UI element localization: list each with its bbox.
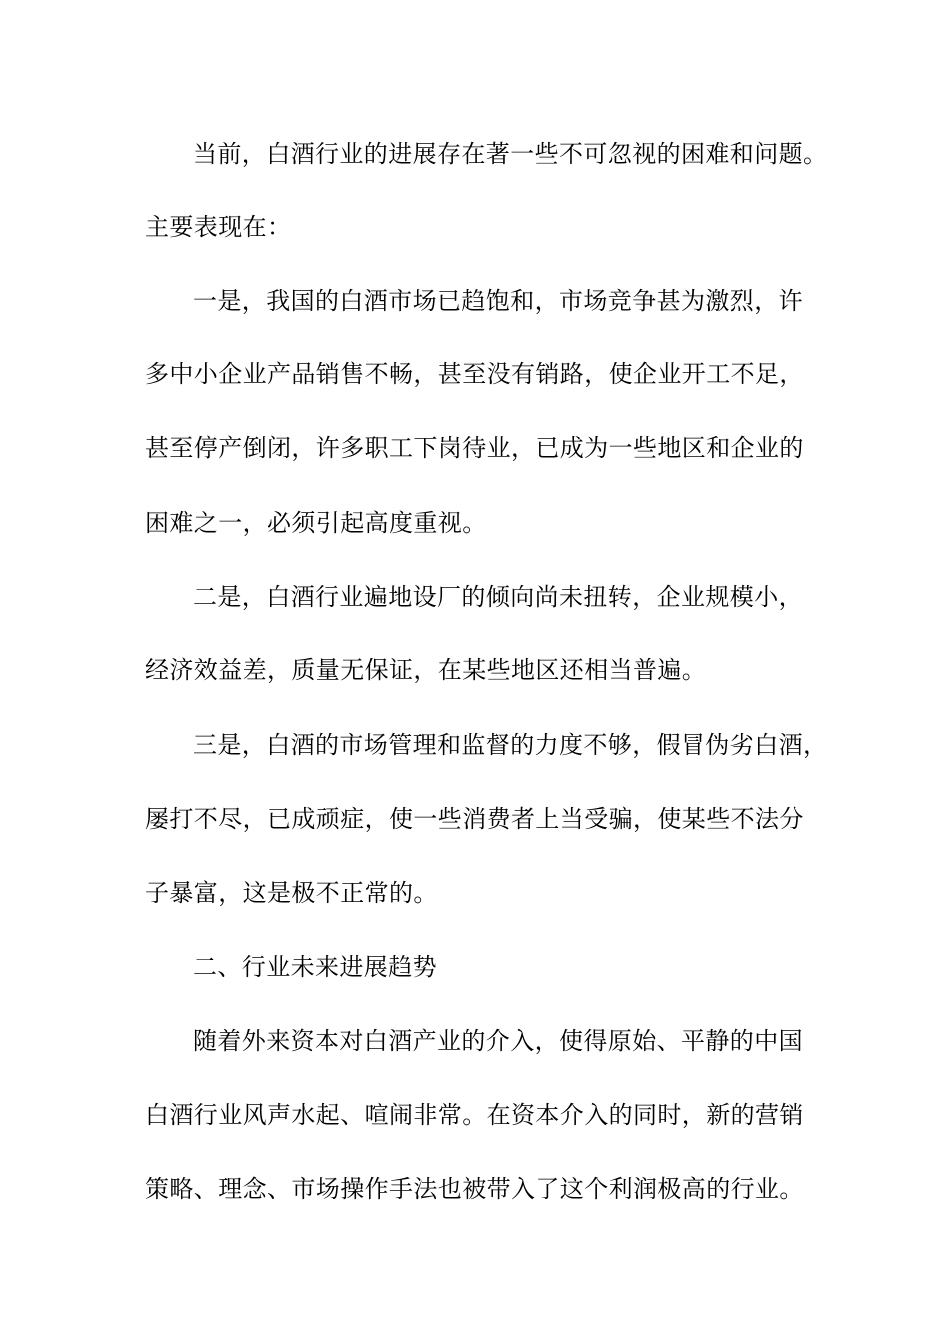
paragraph-4-line-2: 屡打不尽，已成顽症，使一些消费者上当受骗，使某些不法分 [145, 805, 804, 833]
paragraph-4-line-3: 子暴富，这是极不正常的。 [145, 879, 438, 907]
paragraph-2-line-2: 多中小企业产品销售不畅，甚至没有销路，使企业开工不足， [145, 360, 804, 388]
paragraph-5-line-3: 策略、理念、市场操作手法也被带入了这个利润极高的行业。 [145, 1175, 804, 1203]
paragraph-3-line-1: 二是，白酒行业遍地设厂的倾向尚未扭转，企业规模小， [193, 583, 803, 611]
paragraph-3-line-2: 经济效益差，质量无保证，在某些地区还相当普遍。 [145, 656, 707, 684]
paragraph-2-line-1: 一是，我国的白酒市场已趋饱和，市场竞争甚为激烈，许 [193, 287, 803, 315]
paragraph-1-line-1: 当前，白酒行业的进展存在著一些不可忽视的困难和问题。 [193, 140, 828, 168]
paragraph-2-line-4: 困难之一，必须引起高度重视。 [145, 509, 487, 537]
section-heading: 二、行业未来进展趋势 [193, 953, 437, 981]
paragraph-5-line-2: 白酒行业风声水起、喧闹非常。在资本介入的同时，新的营销 [145, 1101, 804, 1129]
paragraph-1-line-2: 主要表现在： [145, 213, 292, 241]
paragraph-4-line-1: 三是，白酒的市场管理和监督的力度不够，假冒伪劣白酒， [193, 731, 828, 759]
paragraph-5-line-1: 随着外来资本对白酒产业的介入，使得原始、平静的中国 [193, 1027, 803, 1055]
paragraph-2-line-3: 甚至停产倒闭，许多职工下岗待业，已成为一些地区和企业的 [145, 434, 804, 462]
